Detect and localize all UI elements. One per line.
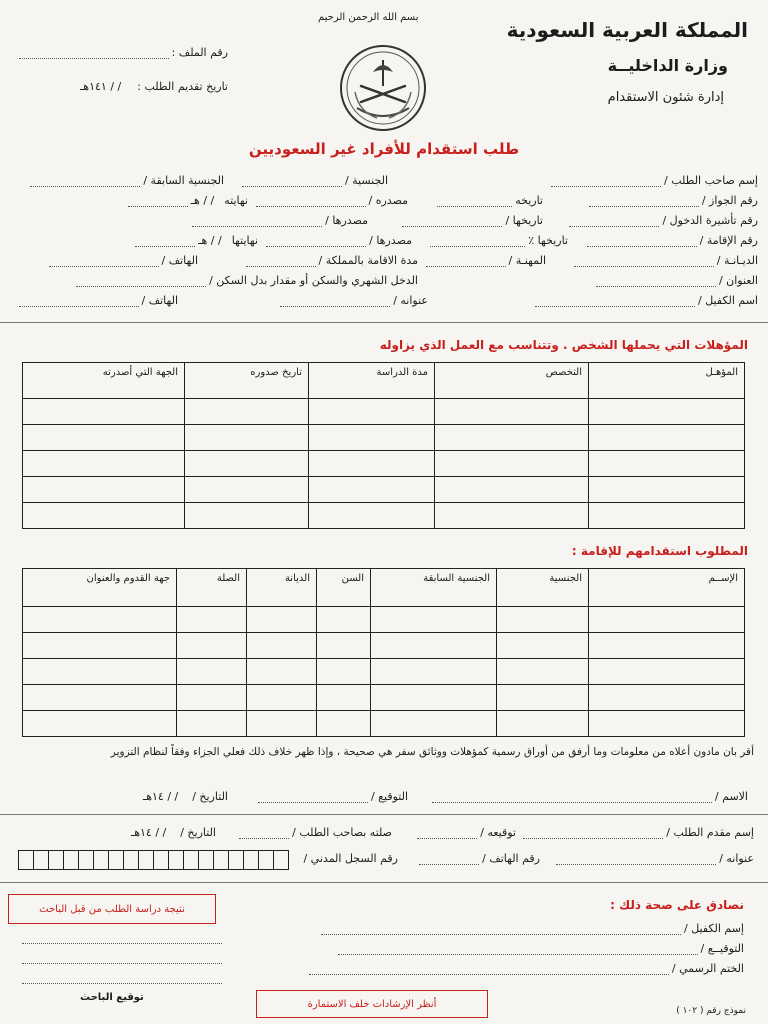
- declarant-date-label: التاريخ /: [192, 790, 228, 803]
- civil-number-field[interactable]: [303, 852, 398, 865]
- submitter-date-label: التاريخ /: [180, 826, 216, 839]
- civil-number-boxes[interactable]: [18, 850, 288, 870]
- sponsor-name-field[interactable]: [532, 294, 758, 307]
- certify-title: نصادق على صحة ذلك :: [610, 898, 744, 912]
- saudi-emblem-icon: [337, 42, 429, 134]
- submitter-phone-label: رقم الهاتف /: [482, 852, 540, 865]
- submitter-date-field[interactable]: [131, 826, 216, 839]
- religion-label: الديـانـة /: [716, 254, 758, 267]
- iqama-expiry-field[interactable]: [132, 234, 258, 247]
- table-row[interactable]: [23, 659, 745, 685]
- submitter-name-label: إسم مقدم الطلب /: [666, 826, 754, 839]
- certify-signature-field[interactable]: [335, 942, 745, 955]
- prev-nationality-label: الجنسية السابقة /: [143, 174, 224, 187]
- dep-header-age: السن: [317, 569, 371, 607]
- income-field[interactable]: [73, 274, 418, 287]
- sponsor-name-label: اسم الكفيل /: [698, 294, 758, 307]
- submitter-address-field[interactable]: [553, 852, 754, 865]
- declaration-text: أقر بان مادون أعلاه من معلومات وما أرفق من أوراق رسمية كمؤهلات ووثائق سفر هي صحيحة ، وإذا ظهر خلاف ذلك فعلي الجزاء وفقاً لنظام التزوير: [110, 746, 754, 758]
- submitter-signature-field[interactable]: [414, 826, 516, 839]
- certify-sponsor-label: إسم الكفيل /: [684, 922, 744, 935]
- form-number: نموذج رقم ( ١٠٢ ): [676, 1006, 746, 1016]
- table-row[interactable]: [23, 477, 745, 503]
- submitter-address-label: عنوانه /: [719, 852, 754, 865]
- income-label: الدخل الشهري والسكن أو مقدار بدل السكن /: [209, 274, 418, 287]
- table-row[interactable]: [23, 425, 745, 451]
- iqama-expiry-label: نهايتها: [231, 234, 258, 247]
- visa-date-label: تاريخها /: [505, 214, 543, 227]
- sponsor-address-label: عنوانه /: [393, 294, 428, 307]
- qual-header-issue-date: تاريخ صدوره: [185, 363, 309, 399]
- iqama-expiry-suffix: / / هـ: [198, 234, 222, 247]
- dependents-title: المطلوب استقدامهم للإقامة :: [571, 544, 748, 558]
- dep-header-nationality: الجنسية: [497, 569, 589, 607]
- declarant-name-label: الاسم /: [714, 790, 748, 803]
- passport-expiry-suffix: / / هـ: [190, 194, 215, 207]
- submitter-name-field[interactable]: [520, 826, 754, 839]
- certify-stamp-label: الختم الرسمي /: [671, 962, 744, 975]
- declarant-date-field[interactable]: [143, 790, 228, 803]
- visa-date-field[interactable]: [399, 214, 543, 227]
- prev-nationality-field[interactable]: [27, 174, 224, 187]
- kingdom-title: المملكة العربية السعودية: [506, 18, 748, 42]
- dep-header-religion: الديانة: [247, 569, 317, 607]
- passport-date-field[interactable]: [434, 194, 543, 207]
- passport-date-label: تاريخه: [515, 194, 543, 207]
- dep-header-origin-address: جهة القدوم والعنوان: [23, 569, 177, 607]
- dep-header-name: الإســم: [589, 569, 745, 607]
- section-divider: [0, 322, 768, 323]
- table-row[interactable]: [23, 711, 745, 737]
- residence-period-field[interactable]: [243, 254, 418, 267]
- sponsor-phone-field[interactable]: [16, 294, 178, 307]
- submitter-date-suffix: / / ١٤هـ: [130, 826, 167, 839]
- qual-header-duration: مدة الدراسة: [309, 363, 435, 399]
- table-row[interactable]: [23, 633, 745, 659]
- passport-source-field[interactable]: [253, 194, 408, 207]
- passport-expiry-field[interactable]: [125, 194, 248, 207]
- passport-number-label: رقم الجواز /: [701, 194, 758, 207]
- request-date-field[interactable]: [80, 80, 228, 93]
- declarant-date-suffix: / / ١٤هـ: [142, 790, 179, 803]
- declarant-signature-field[interactable]: [255, 790, 408, 803]
- dep-header-relation: الصلة: [177, 569, 247, 607]
- request-date-label: تاريخ تقديم الطلب :: [137, 80, 228, 93]
- file-number-label: رقم الملف :: [171, 46, 228, 59]
- phone-label: الهاتف /: [161, 254, 198, 267]
- submitter-phone-field[interactable]: [416, 852, 540, 865]
- address-field[interactable]: [593, 274, 758, 287]
- visa-number-field[interactable]: [566, 214, 758, 227]
- dep-header-prev-nationality: الجنسية السابقة: [371, 569, 497, 607]
- sponsor-address-field[interactable]: [277, 294, 428, 307]
- form-title: طلب استقدام للأفراد غير السعوديين: [248, 140, 520, 158]
- iqama-number-label: رقم الإقامة /: [699, 234, 758, 247]
- table-row[interactable]: [23, 607, 745, 633]
- visa-source-label: مصدرها /: [325, 214, 368, 227]
- declarant-signature-label: التوقيع /: [370, 790, 408, 803]
- instructions-note-box: أنظر الإرشادات خلف الاستمارة: [256, 990, 488, 1018]
- section-divider: [0, 814, 768, 815]
- basmala: بسم الله الرحمن الرحيم: [318, 12, 419, 23]
- residence-period-label: مدة الاقامة بالمملكة /: [318, 254, 418, 267]
- iqama-source-field[interactable]: [263, 234, 412, 247]
- profession-field[interactable]: [423, 254, 546, 267]
- table-row[interactable]: [23, 685, 745, 711]
- iqama-source-label: مصدرها /: [369, 234, 412, 247]
- qualifications-table: [22, 362, 745, 529]
- submitter-signature-label: توقيعه /: [480, 826, 516, 839]
- passport-expiry-label: نهايته: [224, 194, 248, 207]
- iqama-date-field[interactable]: [427, 234, 568, 247]
- religion-field[interactable]: [571, 254, 758, 267]
- visa-source-field[interactable]: [189, 214, 368, 227]
- table-row[interactable]: [23, 399, 745, 425]
- researcher-signature-label: توقيع الباحث: [80, 992, 144, 1003]
- address-label: العنوان /: [718, 274, 758, 287]
- sponsor-phone-label: الهاتف /: [141, 294, 178, 307]
- civil-number-label: رقم السجل المدني /: [303, 852, 398, 865]
- qual-header-qualification: المؤهـل: [589, 363, 745, 399]
- declarant-name-field[interactable]: [429, 790, 748, 803]
- passport-source-label: مصدره /: [368, 194, 408, 207]
- dependents-table: [22, 568, 745, 737]
- visa-number-label: رقم تأشيرة الدخول /: [662, 214, 758, 227]
- submitter-relation-label: صلته بصاحب الطلب /: [292, 826, 392, 839]
- nationality-label: الجنسية /: [344, 174, 388, 187]
- certify-signature-label: التوقيــع /: [700, 942, 744, 955]
- file-number-field[interactable]: [16, 46, 228, 59]
- iqama-number-field[interactable]: [584, 234, 758, 247]
- table-row[interactable]: [23, 503, 745, 529]
- qual-header-specialty: التخصص: [435, 363, 589, 399]
- phone-field[interactable]: [46, 254, 198, 267]
- certify-stamp-field[interactable]: [306, 962, 744, 975]
- request-date-value: / / ١٤١هـ: [80, 80, 122, 93]
- qual-header-issuer: الجهة التي أصدرته: [23, 363, 185, 399]
- section-divider: [0, 882, 768, 883]
- profession-label: المهنـة /: [508, 254, 546, 267]
- qualifications-title: المؤهلات التي يحملها الشخص . وتتناسب مع العمل الذي يزاوله: [379, 338, 748, 352]
- certify-sponsor-field[interactable]: [318, 922, 744, 935]
- submitter-relation-field[interactable]: [236, 826, 392, 839]
- applicant-name-label: إسم صاحب الطلب /: [664, 174, 758, 187]
- applicant-name-field[interactable]: [548, 174, 758, 187]
- table-row[interactable]: [23, 451, 745, 477]
- ministry-title: وزارة الداخليــة: [607, 56, 728, 75]
- study-notes-lines: [22, 934, 222, 984]
- passport-number-field[interactable]: [586, 194, 758, 207]
- department-title: إدارة شئون الاستقدام: [607, 90, 724, 105]
- nationality-field[interactable]: [239, 174, 388, 187]
- iqama-date-label: تاريخها ٪: [528, 234, 568, 247]
- study-result-box: نتيجة دراسة الطلب من قبل الباحث: [8, 894, 216, 924]
